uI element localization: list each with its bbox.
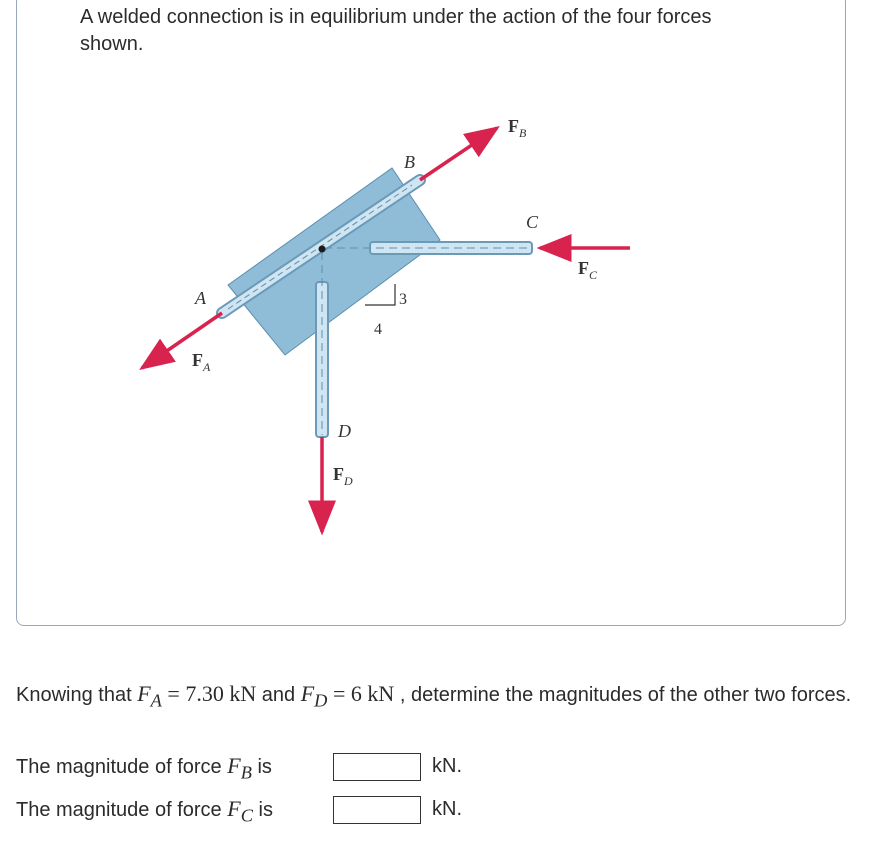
answer-fc-label: The magnitude of force $F_C$ is [16, 796, 273, 826]
label-force-a: $F_A$ [192, 350, 211, 374]
label-force-d: $F_D$ [333, 464, 353, 488]
label-point-b: B [404, 152, 415, 172]
label-force-b: $F_B$ [508, 116, 527, 140]
fc-magnitude-input[interactable] [333, 796, 421, 824]
problem-intro: A welded connection is in equilibrium under the action of the four forces shown. [80, 6, 712, 55]
gusset-plate [228, 168, 440, 355]
question-prefix: Knowing that [16, 684, 132, 706]
label-point-a: A [195, 288, 206, 308]
symbol-fd: $F_D$ [300, 681, 328, 711]
label-point-c: C [526, 212, 539, 232]
question-and: and [261, 684, 296, 706]
answer-fc-unit: kN. [432, 798, 462, 820]
fb-magnitude-input[interactable] [333, 753, 421, 781]
label-force-c: $F_C$ [578, 258, 598, 282]
label-point-d: D [338, 421, 351, 441]
slope-run-label: 4 [374, 321, 382, 338]
slope-rise-label: 3 [399, 291, 407, 308]
value-fa: = 7.30 kN [167, 681, 257, 706]
value-fd: = 6 kN [332, 681, 395, 706]
question-suffix: , determine the magnitudes of the other two forces. [399, 684, 852, 706]
joint-point [319, 246, 326, 253]
welded-connection-figure [130, 110, 650, 550]
answer-fb-unit: kN. [432, 755, 462, 777]
symbol-fa: $F_A$ [137, 681, 162, 711]
problem-question [16, 680, 876, 714]
answer-fb-label: The magnitude of force $F_B$ is [16, 753, 272, 783]
force-arrow-b [420, 128, 497, 180]
